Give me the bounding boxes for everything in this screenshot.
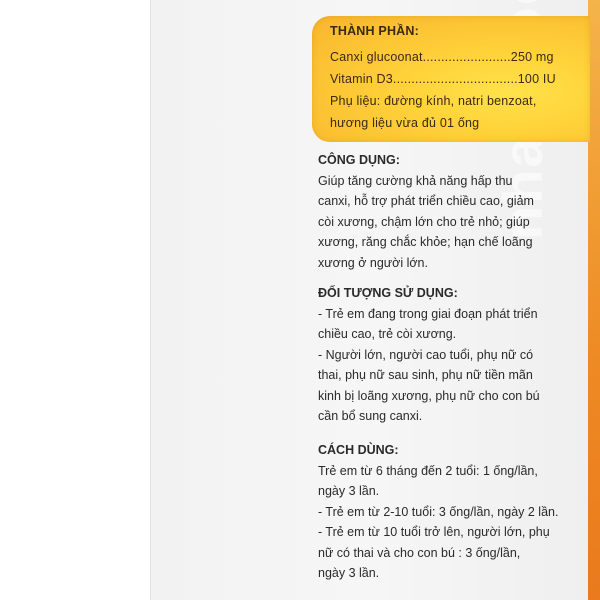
uses-line: Giúp tăng cường khả năng hấp thu [318,173,513,188]
uses-line: xương, răng chắc khỏe; hạn chế loãng [318,235,533,249]
uses-line: còi xương, chậm lớn cho trẻ nhỏ; giúp [318,214,530,229]
uses-title: CÔNG DỤNG: [318,153,400,167]
composition-line: hương liệu vừa đủ 01 ống [330,116,480,130]
target-line: chiều cao, trẻ còi xương. [318,327,457,341]
composition-line: Phụ liệu: đường kính, natri benzoat, [330,94,537,108]
composition-box [312,16,590,142]
target-section [318,283,583,427]
usage-title: CÁCH DÙNG: [318,443,399,457]
target-line: kinh bị loãng xương, phụ nữ cho con bú [318,388,540,403]
target-line: cần bổ sung canxi. [318,409,423,423]
target-line: - Trẻ em đang trong giai đoạn phát triển [318,306,538,321]
uses-line: canxi, hỗ trợ phát triển chiều cao, giảm [318,194,534,208]
usage-section [318,440,583,584]
usage-line: - Trẻ em từ 2-10 tuổi: 3 ống/lần, ngày 2 lần. [318,504,559,519]
usage-line: ngày 3 lần. [318,566,380,580]
usage-line: Trẻ em từ 6 tháng đến 2 tuổi: 1 ống/lần, [318,463,538,478]
target-line: thai, phụ nữ sau sinh, phụ nữ tiền mãn [318,368,533,382]
composition-title: THÀNH PHẦN: [330,24,419,38]
composition-line: Canxi glucoonat........................250 mg [330,50,554,64]
usage-line: - Trẻ em từ 10 tuổi trở lên, người lớn, phụ [318,525,550,539]
composition-line: Vitamin D3..................................100 IU [330,72,556,86]
uses-line: xương ở người lớn. [318,255,428,270]
target-title: ĐỐI TƯỢNG SỬ DỤNG: [318,286,458,300]
usage-line: nữ có thai và cho con bú : 3 ống/lần, [318,545,521,560]
target-line: - Người lớn, người cao tuổi, phụ nữ có [318,347,534,362]
uses-section [318,150,583,273]
usage-line: ngày 3 lần. [318,484,380,498]
